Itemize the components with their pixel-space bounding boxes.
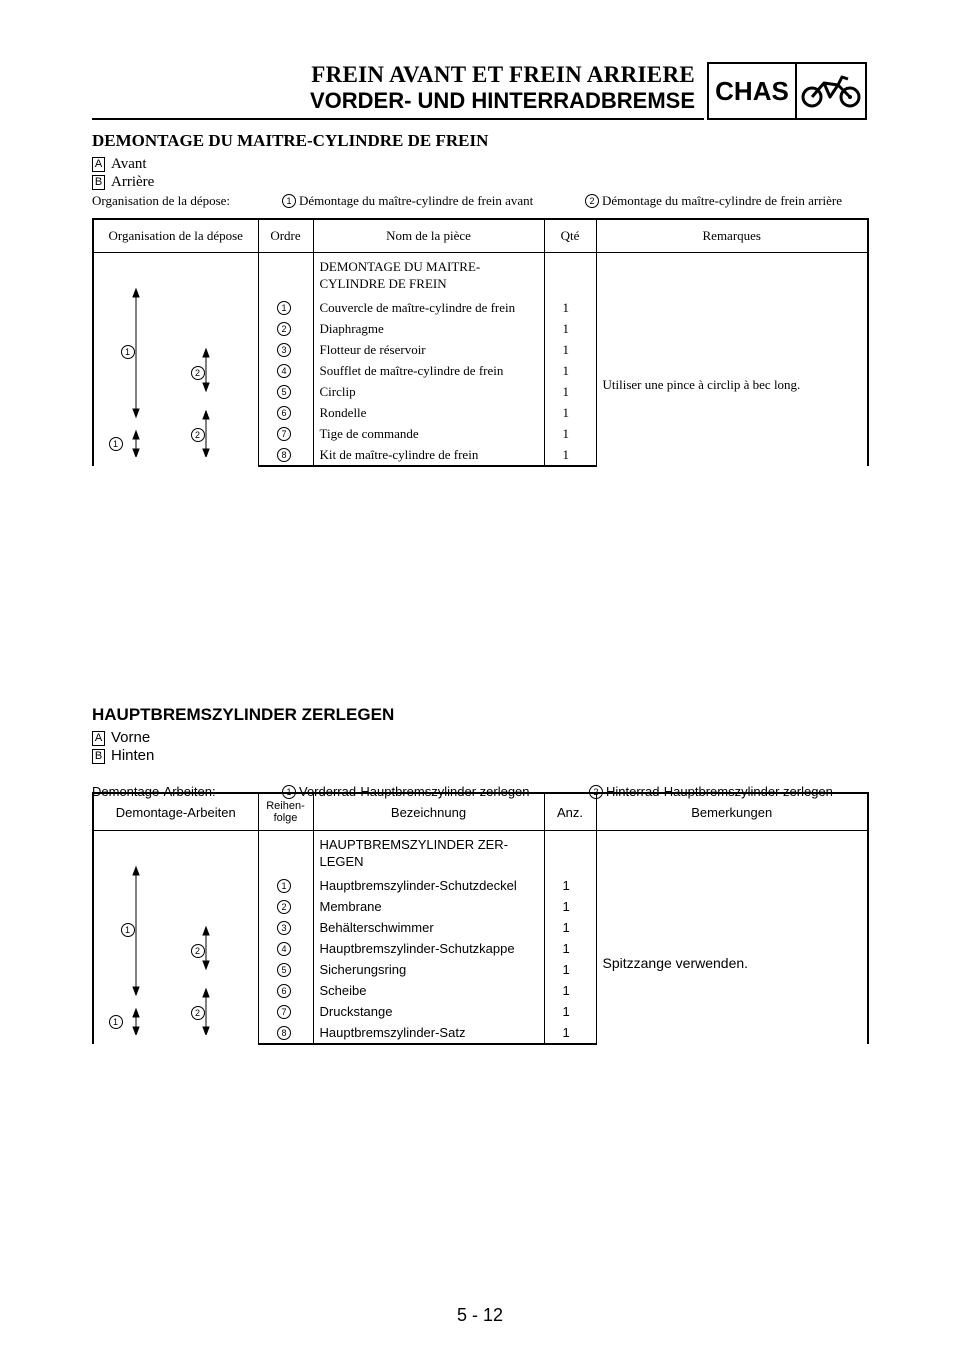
de-front: Vorne [111, 729, 151, 746]
order-marker: 2 [277, 322, 291, 336]
fr-col-remarks: Remarques [596, 219, 868, 253]
part-qty: 1 [544, 339, 596, 360]
marker-2: 2 [589, 785, 603, 799]
part-qty: 1 [544, 360, 596, 381]
fr-section-header [92, 131, 488, 191]
de-col-qty: Anz. [544, 793, 596, 831]
marker-1: 1 [282, 785, 296, 799]
de-heading-row: HAUPTBREMSZYLINDER ZER-LEGEN [313, 831, 544, 876]
de-col-remarks: Bemerkungen [596, 793, 868, 831]
fr-col-organisation: Organisation de la dépose [93, 219, 258, 253]
fr-section-title: DEMONTAGE DU MAITRE-CYLINDRE DE FREIN [92, 131, 489, 150]
part-qty: 1 [544, 444, 596, 466]
part-name: Flotteur de réservoir [313, 339, 544, 360]
de-seq-marker-1a: 1 [125, 925, 131, 935]
de-seq-marker-2b: 2 [195, 1008, 201, 1018]
part-qty: 1 [544, 980, 596, 1001]
page-number: 5 - 12 [456, 1305, 504, 1325]
fr-org-2: Démontage du maître-cylindre de frein arrière [602, 193, 843, 208]
order-marker: 7 [277, 427, 291, 441]
fr-seq-marker-2b: 2 [195, 430, 201, 440]
part-name: Soufflet de maître-cylindre de frein [313, 360, 544, 381]
motorcycle-icon [797, 64, 865, 118]
part-qty: 1 [544, 938, 596, 959]
section-badge [707, 62, 867, 120]
fr-organisation-line [92, 193, 869, 211]
de-section-header [92, 705, 394, 765]
part-qty: 1 [544, 959, 596, 980]
part-name: Druckstange [313, 1001, 544, 1022]
order-marker: 8 [277, 1026, 291, 1040]
order-marker: 3 [277, 343, 291, 357]
de-org-2: Hinterrad-Hauptbremszylinder zerlegen [606, 784, 833, 799]
part-name: Membrane [313, 896, 544, 917]
marker-1: 1 [282, 194, 296, 208]
fr-seq-marker-1a: 1 [125, 347, 131, 357]
de-org-1: Vorderrad-Hauptbremszylinder zerlegen [299, 784, 530, 799]
part-name: Tige de commande [313, 423, 544, 444]
part-name: Diaphragme [313, 318, 544, 339]
fr-org-label: Organisation de la dépose: [92, 193, 231, 208]
part-qty: 1 [544, 896, 596, 917]
header-title-de: VORDER- UND HINTERRADBREMSE [309, 88, 695, 113]
part-name: Couvercle de maître-cylindre de frein [313, 297, 544, 318]
fr-label-b: B [92, 175, 105, 190]
de-org-label: Demontage-Arbeiten: [92, 784, 216, 799]
fr-col-name: Nom de la pièce [313, 219, 544, 253]
fr-front: Avant [111, 156, 147, 172]
de-seq-marker-2a: 2 [195, 946, 201, 956]
de-col-name: Bezeichnung [313, 793, 544, 831]
order-marker: 1 [277, 301, 291, 315]
part-qty: 1 [544, 381, 596, 402]
part-name: Hauptbremszylinder-Satz [313, 1022, 544, 1044]
de-section-title: HAUPTBREMSZYLINDER ZERLEGEN [92, 705, 395, 724]
de-seq-marker-1b: 1 [113, 1017, 119, 1027]
part-qty: 1 [544, 402, 596, 423]
order-marker: 2 [277, 900, 291, 914]
part-name: Sicherungsring [313, 959, 544, 980]
part-qty: 1 [544, 297, 596, 318]
part-name: Kit de maître-cylindre de frein [313, 444, 544, 466]
fr-heading-row: DEMONTAGE DU MAITRE-CYLINDRE DE FREIN [313, 253, 544, 298]
de-label-b: B [92, 749, 105, 764]
de-sequence-arrows [93, 831, 258, 1045]
part-qty: 1 [544, 917, 596, 938]
fr-remark: Utiliser une pince à circlip à bec long. [596, 253, 868, 467]
fr-sequence-arrows [93, 253, 258, 467]
fr-table-header [93, 219, 868, 253]
fr-org-1: Démontage du maître-cylindre de frein avant [299, 193, 534, 208]
fr-rear: Arrière [111, 174, 155, 190]
order-marker: 8 [277, 448, 291, 462]
header-title-fr: FREIN AVANT ET FREIN ARRIERE [311, 62, 695, 87]
order-marker: 5 [277, 963, 291, 977]
fr-col-qty: Qté [544, 219, 596, 253]
order-marker: 5 [277, 385, 291, 399]
part-qty: 1 [544, 318, 596, 339]
part-qty: 1 [544, 1001, 596, 1022]
fr-label-a: A [92, 157, 105, 172]
part-qty: 1 [544, 875, 596, 896]
de-table-header [93, 793, 868, 831]
de-col-organisation: Demontage-Arbeiten [93, 793, 258, 831]
de-label-a: A [92, 731, 105, 746]
de-rear: Hinten [111, 747, 155, 764]
part-name: Rondelle [313, 402, 544, 423]
de-col-order: Reihen-folge [258, 793, 313, 831]
part-qty: 1 [544, 423, 596, 444]
section-code: CHAS [709, 64, 797, 118]
fr-seq-marker-2a: 2 [195, 368, 201, 378]
order-marker: 7 [277, 1005, 291, 1019]
header-rule [92, 118, 704, 120]
de-parts-table [92, 792, 869, 1045]
part-name: Scheibe [313, 980, 544, 1001]
order-marker: 1 [277, 879, 291, 893]
fr-col-order: Ordre [258, 219, 313, 253]
order-marker: 4 [277, 942, 291, 956]
marker-2: 2 [585, 194, 599, 208]
part-name: Hauptbremszylinder-Schutzdeckel [313, 875, 544, 896]
part-name: Hauptbremszylinder-Schutzkappe [313, 938, 544, 959]
fr-seq-marker-1b: 1 [113, 439, 119, 449]
order-marker: 6 [277, 984, 291, 998]
order-marker: 3 [277, 921, 291, 935]
part-qty: 1 [544, 1022, 596, 1044]
order-marker: 4 [277, 364, 291, 378]
de-remark: Spitzzange verwenden. [596, 831, 868, 1045]
fr-parts-table [92, 218, 869, 467]
part-name: Circlip [313, 381, 544, 402]
part-name: Behälterschwimmer [313, 917, 544, 938]
order-marker: 6 [277, 406, 291, 420]
